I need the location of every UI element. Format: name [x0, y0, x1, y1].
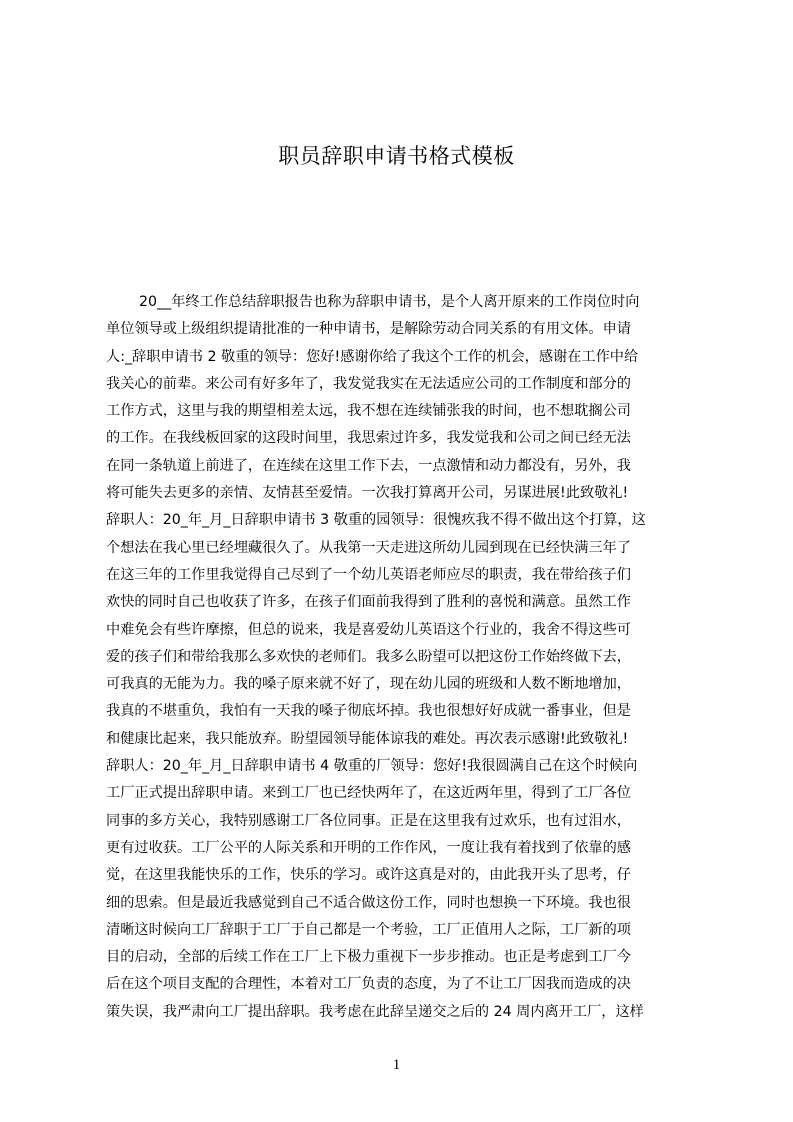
document-title: 职员辞职申请书格式模板 [278, 144, 515, 168]
body-line: 的工作。在我线板回家的这段时间里，我思索过许多，我发觉我和公司之间已经无法 [106, 430, 631, 447]
body-line: 中难免会有些许摩擦，但总的说来，我是喜爱幼儿英语这个行业的，我舍不得这些可 [106, 621, 631, 638]
body-line: 20__年终工作总结辞职报告也称为辞职申请书，是个人离开原来的工作岗位时向 [139, 294, 640, 310]
body-line: 在这三年的工作里我觉得自己尽到了一个幼儿英语老师应尽的职责，我在带给孩子们 [106, 566, 631, 583]
body-line: 人:_辞职申请书 2 敬重的领导：您好!感谢你给了我这个工作的机会，感谢在工作中给 [106, 348, 639, 365]
body-line: 清晰这时候向工厂辞职于工厂于自己都是一个考验，工厂正值用人之际，工厂新的项 [106, 921, 631, 938]
document-body [106, 289, 698, 1019]
body-line: 工厂正式提出辞职申请。来到工厂也已经快两年了，在这近两年里，得到了工厂各位 [106, 785, 631, 802]
body-line: 辞职人：20_年_月_日辞职申请书 3 敬重的园领导：很愧疚我不得不做出这个打算，这 [106, 512, 646, 529]
body-line: 爱的孩子们和带给我那么多欢快的老师们。我多么盼望可以把这份工作始终做下去， [106, 648, 631, 665]
body-line: 在同一条轨道上前进了，在连续在这里工作下去，一点激情和动力都没有，另外，我 [106, 457, 631, 474]
body-line: 觉，在这里我能快乐的工作，快乐的学习。或许这真是对的，由此我开头了思考，仔 [106, 867, 631, 884]
body-line: 目的启动，全部的后续工作在工厂上下极力重视下一步步推动。也正是考虑到工厂今 [106, 949, 631, 966]
body-line: 我真的不堪重负，我怕有一天我的嗓子彻底坏掉。我也很想好好成就一番事业，但是 [106, 703, 631, 720]
body-line: 工作方式，这里与我的期望相差太远，我不想在连续铺张我的时间，也不想耽搁公司 [106, 403, 631, 420]
body-line: 我关心的前辈。来公司有好多年了，我发觉我实在无法适应公司的工作制度和部分的 [106, 375, 631, 392]
body-line: 个想法在我心里已经埋藏很久了。从我第一天走进这所幼儿园到现在已经快满三年了 [106, 539, 631, 556]
body-line: 后在这个项目支配的合理性，本着对工厂负责的态度，为了不让工厂因我而造成的决 [106, 976, 631, 993]
body-line: 将可能失去更多的亲情、友情甚至爱情。一次我打算离开公司，另谋进展!此致敬礼! [106, 485, 629, 502]
body-line: 欢快的同时自己也收获了许多，在孩子们面前我得到了胜利的喜悦和满意。虽然工作 [106, 594, 631, 611]
body-line: 和健康比起来，我只能放弃。盼望园领导能体谅我的难处。再次表示感谢!此致敬礼! [106, 730, 629, 747]
body-line: 同事的多方关心，我特别感谢工厂各位同事。正是在这里我有过欢乐，也有过泪水， [106, 812, 631, 829]
body-line: 更有过收获。工厂公平的人际关系和开明的工作作风，一度让我有着找到了依靠的感 [106, 839, 631, 856]
body-line: 可我真的无能为力。我的嗓子原来就不好了，现在幼儿园的班级和人数不断地增加， [106, 676, 631, 693]
body-line: 辞职人：20_年_月_日辞职申请书 4 敬重的厂领导：您好!我很圆满自己在这个时候向 [106, 758, 638, 775]
body-line: 细的思索。但是最近我感觉到自己不适合做这份工作，同时也想换一下环境。我也很 [106, 894, 631, 911]
body-line: 单位领导或上级组织提请批准的一种申请书，是解除劳动合同关系的有用文体。申请 [106, 321, 631, 338]
page-number: 1 [392, 1057, 401, 1073]
body-line: 策失误，我严肃向工厂提出辞职。我考虑在此辞呈递交之后的 24 周内离开工厂，这样 [106, 1003, 644, 1019]
